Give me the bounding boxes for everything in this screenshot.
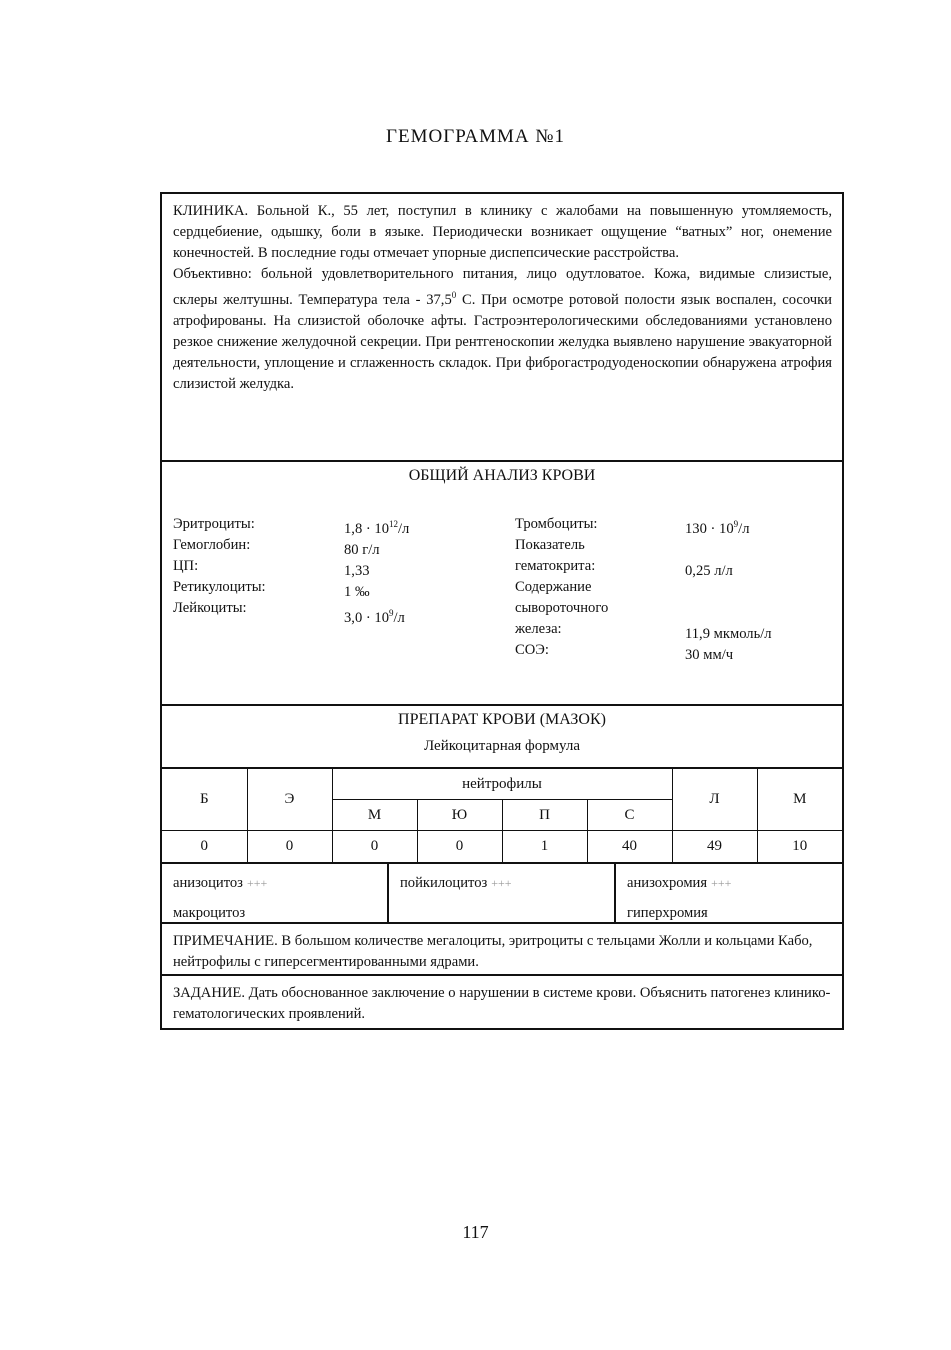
col-myelocytes: М <box>332 800 417 831</box>
degree-sup: 0 <box>451 290 457 300</box>
iron-label-1: Содержание <box>515 579 592 595</box>
value-myelocytes: 0 <box>332 831 417 863</box>
anisochromia: анизохромия +++ <box>627 874 732 891</box>
clinic-objective <box>173 264 832 395</box>
col-band: П <box>502 800 587 831</box>
hematocrit-label-1: Показатель <box>515 537 585 553</box>
table-row <box>162 831 842 863</box>
smear-heading-block <box>162 706 842 768</box>
value-band: 1 <box>502 831 587 863</box>
poikilocytosis: пойкилоцитоз +++ <box>400 874 512 891</box>
col-basophils: Б <box>162 769 247 831</box>
anisochromia-grade: +++ <box>711 875 732 890</box>
platelets-value: $130 \cdot 10^9/л$ <box>685 519 750 537</box>
morph-cell-3 <box>616 864 842 922</box>
hemoglobin-label: Гемоглобин: <box>173 537 251 553</box>
hematocrit-value: 0,25 л/л <box>685 562 733 579</box>
value-segmented: 40 <box>587 831 672 863</box>
leukocyte-formula-heading: Лейкоцитарная формула <box>423 738 581 754</box>
hyperchromia: гиперхромия <box>627 904 708 921</box>
reticulocytes-value: 1 ‰ <box>344 583 370 600</box>
cbc-right-values <box>685 514 772 666</box>
note-section: ПРИМЕЧАНИЕ. В большом количестве мегалоциты, эритроциты с тельцами Жолли и кольцами Кабо, нейтрофилы с гиперсегментированными ядрами. <box>162 924 842 976</box>
value-eosinophils: 0 <box>247 831 332 863</box>
smear-heading: ПРЕПАРАТ КРОВИ (МАЗОК) <box>398 711 606 728</box>
cbc-left-labels <box>173 514 266 619</box>
iron-value: 11,9 мкмоль/л <box>685 625 772 642</box>
neutrophils-header: нейтрофилы <box>332 769 672 800</box>
morph-cell-1 <box>162 864 389 922</box>
hemogram-card <box>160 192 844 1030</box>
erythrocytes-label: Эритроциты: <box>173 516 255 532</box>
cbc-left-values <box>344 514 409 629</box>
esr-value: 30 мм/ч <box>685 646 734 663</box>
poikilocytosis-grade: +++ <box>491 875 512 890</box>
col-segmented: С <box>587 800 672 831</box>
cbc-section <box>162 462 842 706</box>
task-section: ЗАДАНИЕ. Дать обоснованное заключение о нарушении в системе крови. Объяснить патогенез клинико-гематологических проявлений. <box>173 984 831 1022</box>
leukocytes-value: $3,0 \cdot 10^9/л$ <box>344 607 405 626</box>
morph-cell-2 <box>389 864 616 922</box>
page-title: ГЕМОГРАММА №1 <box>386 126 565 147</box>
page-number: 117 <box>462 1222 489 1242</box>
color-index-value: 1,33 <box>344 562 370 579</box>
clinic-objective-text: Объективно: больной удовлетворительного питания, лицо одутловатое. Кожа, видимые слизистые, склеры желтушны. Температура тела - 37,5 <box>173 266 832 308</box>
iron-label-3: железа: <box>515 621 562 637</box>
value-basophils: 0 <box>162 831 247 863</box>
esr-label: СОЭ: <box>515 642 549 658</box>
erythrocytes-value: $1,8 \cdot 10^{12}/л$ <box>344 519 410 537</box>
col-lymphocytes: Л <box>672 769 757 831</box>
cbc-heading: ОБЩИЙ АНАЛИЗ КРОВИ <box>408 467 596 484</box>
anisocytosis: анизоцитоз +++ <box>173 874 268 891</box>
value-monocytes: 10 <box>757 831 842 863</box>
value-lymphocytes: 49 <box>672 831 757 863</box>
col-monocytes: М <box>757 769 842 831</box>
col-metamyelocytes: Ю <box>417 800 502 831</box>
reticulocytes-label: Ретикулоциты: <box>173 579 266 595</box>
col-eosinophils: Э <box>247 769 332 831</box>
erythrocyte-morphology <box>162 864 842 924</box>
leukocytes-label: Лейкоциты: <box>173 600 247 616</box>
platelets-label: Тромбоциты: <box>515 516 598 532</box>
leukocyte-formula-table <box>162 768 842 864</box>
value-metamyelocytes: 0 <box>417 831 502 863</box>
clinic-complaints: КЛИНИКА. Больной К., 55 лет, поступил в клинику с жалобами на повышенную утомляемость, сердцебиение, одышку, боли в языке. Периодически возникает ощущение “ватных” ног, онемение конечностей. В последние годы отмечает упорные диспепсические расстройства. <box>173 203 832 261</box>
hemoglobin-value: 80 г/л <box>344 541 380 558</box>
clinic-objective-text-2: С. При осмотре ротовой полости язык воспален, сосочки атрофированы. На слизистой оболочке афты. Гастроэнтерологическими обследованиями установлено резкое снижение желудочной секреции. При рентгеноскопии желудка выявлено нарушение эвакуаторной деятельности, уплощение и сглаженность складок. При фиброгастродуоденоскопии обнаружена атрофия слизистой желудка. <box>173 291 832 392</box>
anisocytosis-grade: +++ <box>246 875 268 890</box>
cbc-right-labels <box>515 514 608 661</box>
macrocytosis: макроцитоз <box>173 904 246 921</box>
color-index-label: ЦП: <box>173 558 199 574</box>
hematocrit-label-2: гематокрита: <box>515 558 596 574</box>
iron-label-2: сывороточного <box>515 600 609 616</box>
clinic-section <box>162 194 842 462</box>
